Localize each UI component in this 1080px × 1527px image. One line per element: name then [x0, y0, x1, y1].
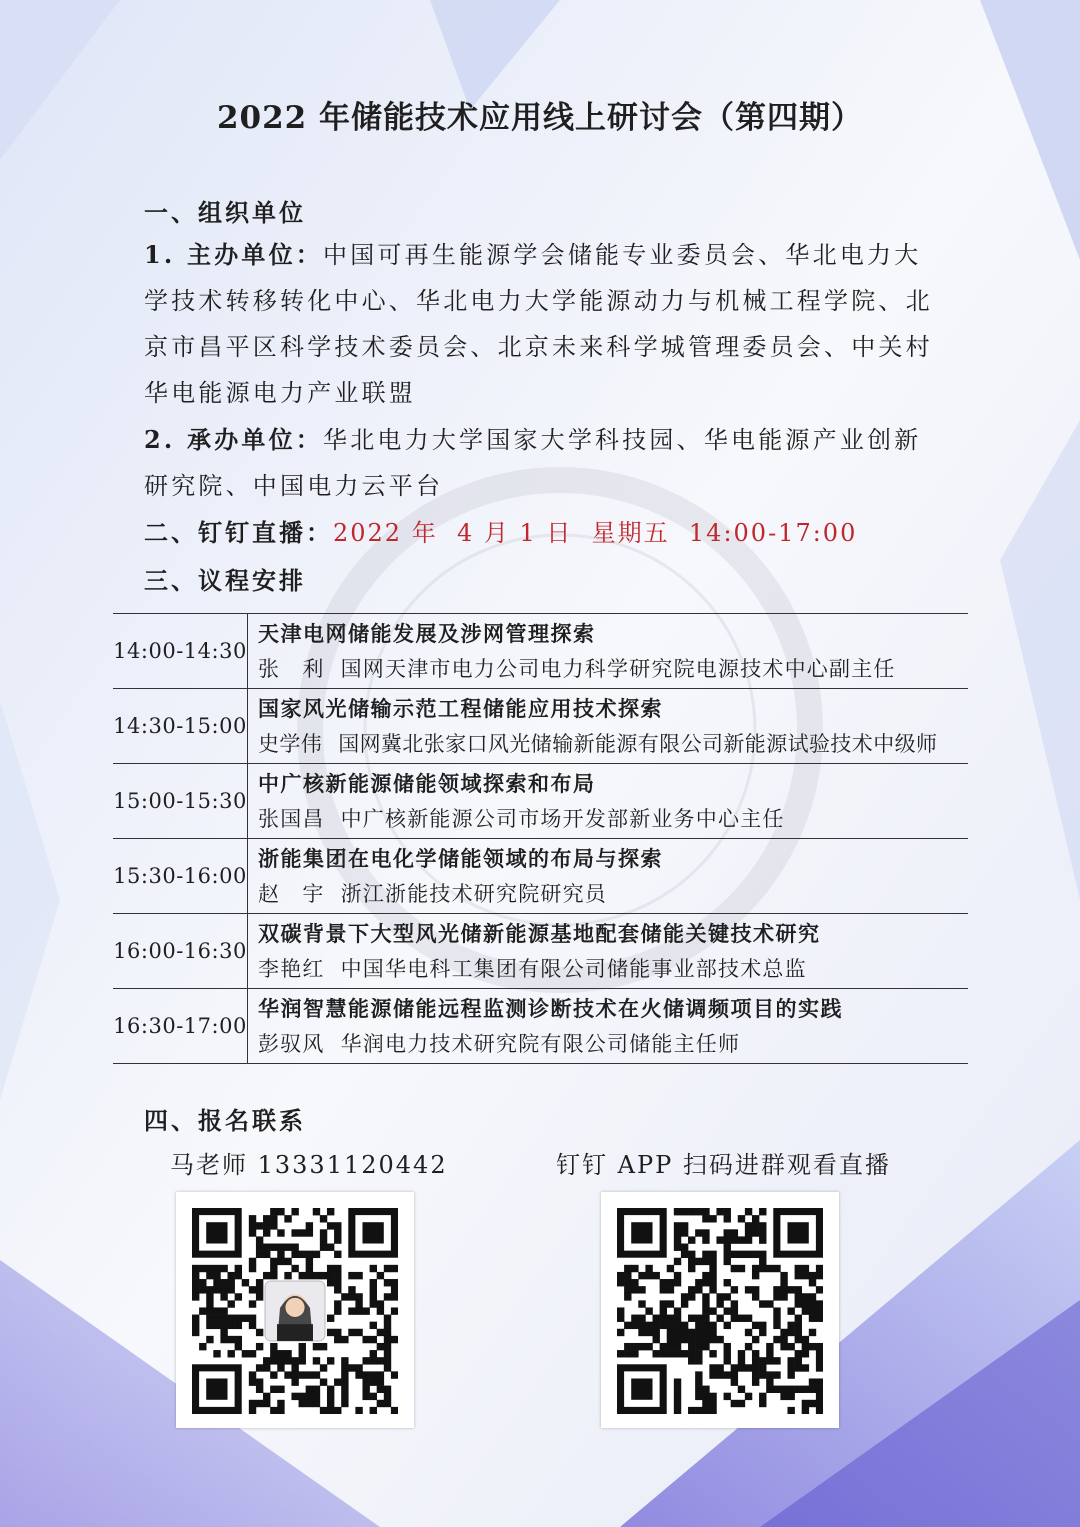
- agenda-affiliation: 浙江浙能技术研究院研究员: [340, 882, 608, 906]
- contact-qr-card[interactable]: [176, 1192, 414, 1428]
- agenda-time: 14:30-15:00: [113, 689, 248, 764]
- host-units: [144, 232, 944, 416]
- live-stream-datetime: 2022 年 4 月 1 日 星期五 14:00-17:00: [333, 519, 858, 547]
- agenda-affiliation: 中国华电科工集团有限公司储能事业部技术总监: [340, 957, 807, 981]
- table-row: [113, 614, 968, 689]
- qr-code-icon[interactable]: [192, 1208, 398, 1414]
- section-agenda-heading: 三、议程安排: [144, 566, 306, 595]
- agenda-speaker: 张 利: [258, 657, 325, 681]
- agenda-speaker: 史学伟: [258, 732, 323, 756]
- agenda-affiliation: 国网天津市电力公司电力科学研究院电源技术中心副主任: [340, 657, 896, 681]
- agenda-speaker: 赵 宇: [258, 882, 325, 906]
- group-qr-card[interactable]: [601, 1192, 839, 1428]
- table-row: [113, 689, 968, 764]
- organizer-units-label: 2. 承办单位：: [144, 425, 324, 454]
- table-row: [113, 839, 968, 914]
- agenda-topic: 天津电网储能发展及涉网管理探索: [258, 621, 596, 646]
- agenda-speaker: 彭驭风: [258, 1032, 325, 1056]
- qr-code-icon[interactable]: [617, 1208, 823, 1414]
- agenda-time: 14:00-14:30: [113, 614, 248, 689]
- agenda-speaker: 李艳红: [258, 957, 325, 981]
- agenda-affiliation: 华润电力技术研究院有限公司储能主任师: [340, 1032, 741, 1056]
- page-title: 2022 年储能技术应用线上研讨会（第四期）: [216, 100, 864, 136]
- live-stream-heading: 二、钉钉直播：: [144, 518, 333, 547]
- agenda-time: 16:30-17:00: [113, 989, 248, 1064]
- table-row: [113, 764, 968, 839]
- contact-phone: 马老师 13331120442: [170, 1151, 448, 1179]
- agenda-topic: 国家风光储输示范工程储能应用技术探索: [258, 696, 663, 721]
- table-row: [113, 989, 968, 1064]
- live-stream-line: [144, 513, 857, 548]
- agenda-time: 15:30-16:00: [113, 839, 248, 914]
- organizer-units: [144, 417, 944, 509]
- host-units-text: 中国可再生能源学会储能专业委员会、华北电力大学技术转移转化中心、华北电力大学能源动力与机械工程学院、北京市昌平区科学技术委员会、北京未来科学城管理委员会、中关村华电能源电力产业联盟: [144, 241, 933, 407]
- avatar-icon: [265, 1281, 325, 1341]
- agenda-time: 15:00-15:30: [113, 764, 248, 839]
- agenda-time: 16:00-16:30: [113, 914, 248, 989]
- agenda-affiliation: 国网冀北张家口风光储输新能源有限公司新能源试验技术中级师: [338, 732, 938, 756]
- agenda-topic: 双碳背景下大型风光储新能源基地配套储能关键技术研究: [258, 921, 821, 946]
- agenda-speaker: 张国昌: [258, 807, 325, 831]
- agenda-topic: 浙能集团在电化学储能领域的布局与探索: [258, 846, 663, 871]
- agenda-topic: 中广核新能源储能领域探索和布局: [258, 771, 596, 796]
- organizer-units-text: 华北电力大学国家大学科技园、华电能源产业创新研究院、中国电力云平台: [144, 426, 922, 500]
- agenda-affiliation: 中广核新能源公司市场开发部新业务中心主任: [340, 807, 785, 831]
- qr-caption: 钉钉 APP 扫码进群观看直播: [556, 1151, 891, 1179]
- host-units-label: 1. 主办单位：: [144, 240, 324, 269]
- agenda-topic: 华润智慧能源储能远程监测诊断技术在火储调频项目的实践: [258, 996, 843, 1021]
- table-row: [113, 914, 968, 989]
- section-contact-heading: 四、报名联系: [144, 1106, 306, 1135]
- section-organizers-heading: 一、组织单位: [144, 198, 306, 227]
- agenda-table: [113, 613, 968, 1064]
